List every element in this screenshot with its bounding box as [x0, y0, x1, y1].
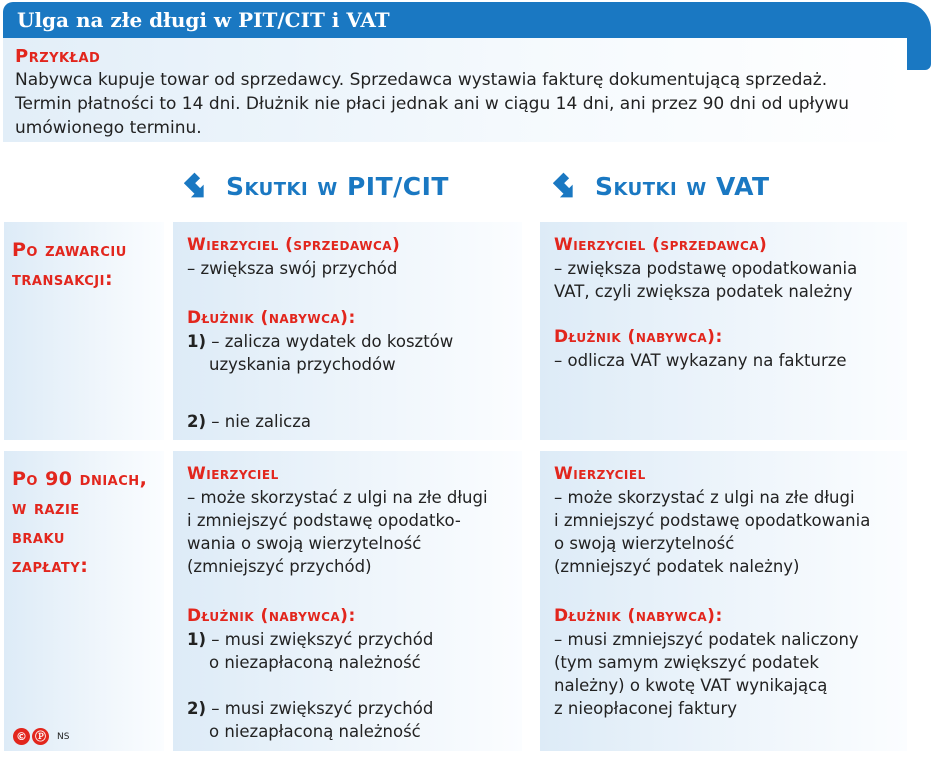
debtor-heading: Dłużnik (nabywca):: [554, 327, 723, 347]
page-title: Ulga na złe długi w PIT/CIT i VAT: [3, 2, 931, 38]
item-text: – musi zwiększyć przychód: [211, 630, 434, 649]
row-label-line: Po 90 dniach,: [12, 468, 148, 490]
example-line: Nabywca kupuje towar od sprzedawcy. Sprzedawca wystawia fakturę dokumentującą sprzedaż.: [15, 70, 828, 90]
item-number: 1): [187, 630, 207, 649]
row-label-line: w razie: [12, 497, 80, 519]
creditor-text: (zmniejszyć przychód): [187, 557, 372, 576]
copyright-badge: [13, 728, 69, 745]
debtor-heading: Dłużnik (nabywca):: [187, 308, 356, 328]
item-text-continued: o niezapłaconą należność: [209, 722, 421, 741]
creditor-heading: Wierzyciel: [554, 464, 646, 484]
row-label-line: zapłaty:: [12, 555, 89, 577]
title-tab-decoration: [907, 38, 931, 70]
creditor-heading: Wierzyciel: [187, 464, 279, 484]
debtor-item-1: [187, 330, 512, 353]
creditor-text: VAT, czyli zwiększa podatek należny: [554, 282, 853, 301]
creditor-text: wania o swoją wierzytelność: [187, 534, 422, 553]
item-text-continued: uzyskania przychodów: [209, 355, 396, 374]
item-text: – musi zwiększyć przychód: [211, 699, 434, 718]
cell-row2-pit: [173, 451, 522, 751]
creditor-text: – może skorzystać z ulgi na złe długi: [187, 488, 488, 507]
debtor-item-2: [187, 697, 512, 720]
example-line: umówionego terminu.: [15, 118, 202, 138]
debtor-text: należny) o kwotę VAT wynikającą: [554, 676, 828, 695]
row-label-line: Po zawarciu: [12, 239, 127, 261]
creditor-text: i zmniejszyć podstawę opodatko-: [187, 511, 461, 530]
cell-row1-vat: [540, 222, 907, 440]
column-header-vat-label: Skutki w VAT: [595, 171, 770, 201]
creditor-text: o swoją wierzytelność: [554, 534, 735, 553]
debtor-item-1: [187, 628, 512, 651]
item-number: 1): [187, 332, 207, 351]
row-label-after-90-days: [4, 451, 164, 751]
row-label-line: transakcji:: [12, 268, 114, 290]
example-box: [3, 38, 907, 142]
debtor-text: – odlicza VAT wykazany na fakturze: [554, 351, 847, 370]
arrow-down-right-icon: [184, 172, 212, 200]
item-text-continued: o niezapłaconą należność: [209, 653, 421, 672]
debtor-text: z nieopłaconej faktury: [554, 699, 738, 718]
row-label-after-transaction: [4, 222, 164, 440]
item-text: – zalicza wydatek do kosztów: [211, 332, 454, 351]
debtor-text: (tym samym zwiększyć podatek: [554, 653, 819, 672]
author-initials: NS: [57, 731, 70, 742]
column-header-pit: [184, 168, 449, 204]
creditor-text: – może skorzystać z ulgi na złe długi: [554, 488, 855, 507]
debtor-item-2: [187, 410, 512, 433]
publisher-icon: Ⓟ: [32, 728, 49, 745]
copyright-icon: ©: [13, 728, 30, 745]
item-number: 2): [187, 699, 207, 718]
column-header-pit-label: Skutki w PIT/CIT: [226, 171, 449, 201]
creditor-heading: Wierzyciel (sprzedawca): [187, 235, 401, 255]
example-label: Przykład: [15, 46, 101, 67]
debtor-heading: Dłużnik (nabywca):: [554, 606, 723, 626]
column-header-vat: [553, 168, 770, 204]
item-text: – nie zalicza: [211, 412, 311, 431]
arrow-down-right-icon: [553, 172, 581, 200]
cell-row2-vat: [540, 451, 907, 751]
creditor-text: – zwiększa podstawę opodatkowania: [554, 259, 858, 278]
row-label-line: braku: [12, 526, 65, 548]
creditor-heading: Wierzyciel (sprzedawca): [554, 235, 768, 255]
item-number: 2): [187, 412, 207, 431]
debtor-heading: Dłużnik (nabywca):: [187, 606, 356, 626]
creditor-text: – zwiększa swój przychód: [187, 259, 398, 278]
creditor-text: (zmniejszyć podatek należny): [554, 557, 800, 576]
example-line: Termin płatności to 14 dni. Dłużnik nie płaci jednak ani w ciągu 14 dni, ani przez 90 dni od upływu: [15, 94, 850, 114]
cell-row1-pit: [173, 222, 522, 440]
creditor-text: i zmniejszyć podstawę opodatkowania: [554, 511, 871, 530]
debtor-text: – musi zmniejszyć podatek naliczony: [554, 630, 859, 649]
